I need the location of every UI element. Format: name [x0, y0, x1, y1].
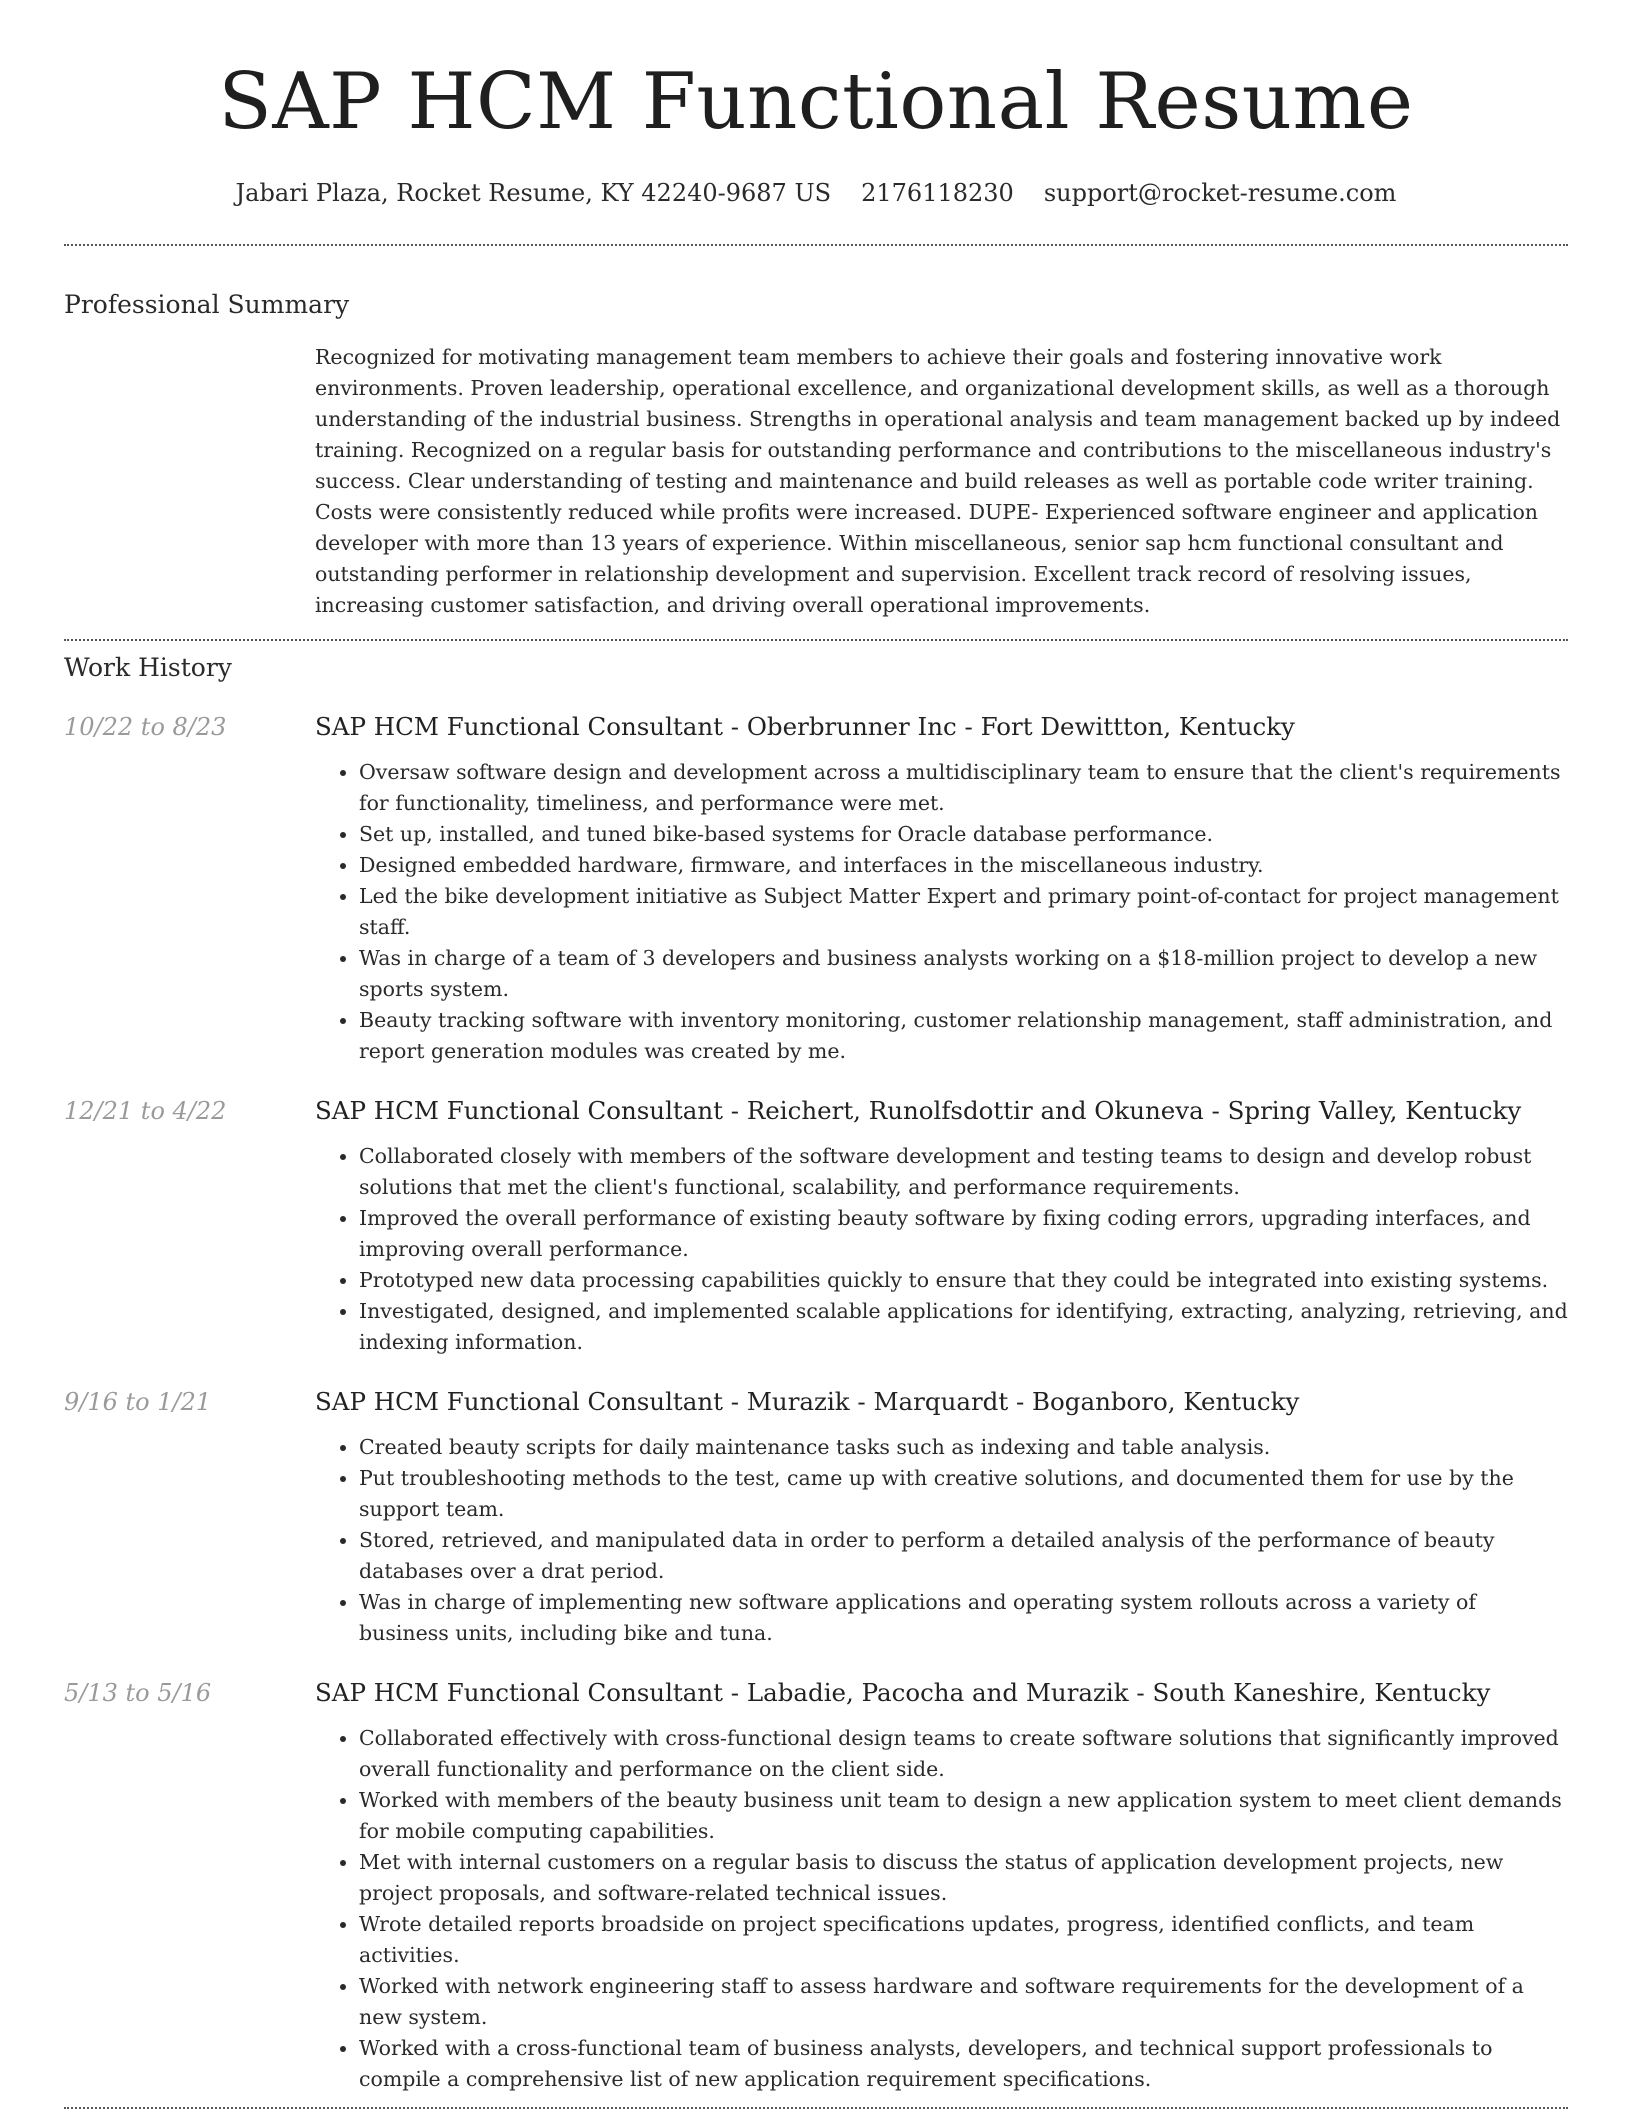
job-bullet: • Wrote detailed reports broadside on project specifications updates, progress, identified conflicts, and team activities.: [359, 1909, 1568, 1971]
job-dates: 12/21 to 4/22: [64, 1097, 227, 1125]
job-bullet: • Beauty tracking software with inventory monitoring, customer relationship management, staff administration, and report generation modules was created by me.: [359, 1005, 1568, 1067]
job-bullet: • Was in charge of implementing new software applications and operating system rollouts across a variety of business units, including bike and tuna.: [359, 1587, 1568, 1649]
job-bullet: • Collaborated effectively with cross-functional design teams to create software solutions that significantly improved overall functionality and performance on the client side.: [359, 1723, 1568, 1785]
job-title: SAP HCM Functional Consultant - Reichert, Runolfsdottir and Okuneva - Spring Valley, Kentucky: [315, 1096, 1522, 1125]
contact-line: [64, 178, 1568, 208]
job-title: SAP HCM Functional Consultant - Oberbrunner Inc - Fort Dewittton, Kentucky: [315, 712, 1295, 741]
work-history-heading: Work History: [64, 653, 232, 682]
job-bullet: • Led the bike development initiative as Subject Matter Expert and primary point-of-contact for project management staff.: [359, 881, 1568, 943]
job-bullet: • Prototyped new data processing capabilities quickly to ensure that they could be integrated into existing systems.: [359, 1265, 1568, 1296]
job-title: SAP HCM Functional Consultant - Labadie, Pacocha and Murazik - South Kaneshire, Kentucky: [315, 1678, 1491, 1707]
job-bullets: [315, 1432, 1568, 1649]
job-bullet: • Investigated, designed, and implemented scalable applications for identifying, extracting, analyzing, retrieving, and indexing information.: [359, 1296, 1568, 1358]
job-dates: 9/16 to 1/21: [64, 1388, 212, 1416]
job-bullet: • Set up, installed, and tuned bike-based systems for Oracle database performance.: [359, 819, 1568, 850]
job-bullet: • Met with internal customers on a regular basis to discuss the status of application development projects, new project proposals, and software-related technical issues.: [359, 1847, 1568, 1909]
summary-divider: [64, 639, 1568, 641]
job-bullet: • Improved the overall performance of existing beauty software by fixing coding errors, upgrading interfaces, and improving overall performance.: [359, 1203, 1568, 1265]
job-dates: 5/13 to 5/16: [64, 1679, 212, 1707]
contact-address: Jabari Plaza, Rocket Resume, KY 42240-9687 US: [235, 179, 832, 207]
contact-phone: 2176118230: [861, 179, 1014, 207]
summary-text: Recognized for motivating management team members to achieve their goals and fostering innovative work environments. Proven leadership, operational excellence, and organizational development skills, as well as a thorough understanding of the industrial business. Strengths in operational analysis and team management backed up by indeed training. Recognized on a regular basis for outstanding performance and contributions to the miscellaneous industry's success. Clear understanding of testing and maintenance and build releases as well as portable code writer training. Costs were consistently reduced while profits were increased. DUPE- Experienced software engineer and application developer with more than 13 years of experience. Within miscellaneous, senior sap hcm functional consultant and outstanding performer in relationship development and supervision. Excellent track record of resolving issues, increasing customer satisfaction, and driving overall operational improvements.: [315, 345, 1561, 617]
work-history-list: [64, 711, 1568, 2095]
job-bullets: [315, 1723, 1568, 2095]
job-entry: [64, 1095, 1568, 1358]
job-title: SAP HCM Functional Consultant - Murazik - Marquardt - Boganboro, Kentucky: [315, 1387, 1300, 1416]
job-bullet: • Created beauty scripts for daily maintenance tasks such as indexing and table analysis.: [359, 1432, 1568, 1463]
header-divider: [64, 244, 1568, 246]
job-bullets: [315, 1141, 1568, 1358]
job-entry: [64, 1677, 1568, 2095]
job-dates: 10/22 to 8/23: [64, 713, 227, 741]
work-history-divider: [64, 2107, 1568, 2109]
job-bullets: [315, 757, 1568, 1067]
job-bullet: • Oversaw software design and development across a multidisciplinary team to ensure that the client's requirements for functionality, timeliness, and performance were met.: [359, 757, 1568, 819]
job-bullet: • Worked with members of the beauty business unit team to design a new application system to meet client demands for mobile computing capabilities.: [359, 1785, 1568, 1847]
job-bullet: • Stored, retrieved, and manipulated data in order to perform a detailed analysis of the performance of beauty databases over a drat period.: [359, 1525, 1568, 1587]
summary-heading: Professional Summary: [64, 290, 350, 319]
resume-page: [64, 0, 1568, 2109]
job-entry: [64, 711, 1568, 1067]
resume-title: SAP HCM Functional Resume: [218, 57, 1414, 147]
job-bullet: • Was in charge of a team of 3 developers and business analysts working on a $18-million project to develop a new sports system.: [359, 943, 1568, 1005]
job-bullet: • Worked with a cross-functional team of business analysts, developers, and technical support professionals to compile a comprehensive list of new application requirement specifications.: [359, 2033, 1568, 2095]
job-entry: [64, 1386, 1568, 1649]
job-bullet: • Put troubleshooting methods to the test, came up with creative solutions, and documented them for use by the support team.: [359, 1463, 1568, 1525]
job-bullet: • Collaborated closely with members of the software development and testing teams to design and develop robust solutions that met the client's functional, scalability, and performance requirements.: [359, 1141, 1568, 1203]
job-bullet: • Designed embedded hardware, firmware, and interfaces in the miscellaneous industry.: [359, 850, 1568, 881]
job-bullet: • Worked with network engineering staff to assess hardware and software requirements for the development of a new system.: [359, 1971, 1568, 2033]
contact-email: support@rocket-resume.com: [1043, 179, 1397, 207]
